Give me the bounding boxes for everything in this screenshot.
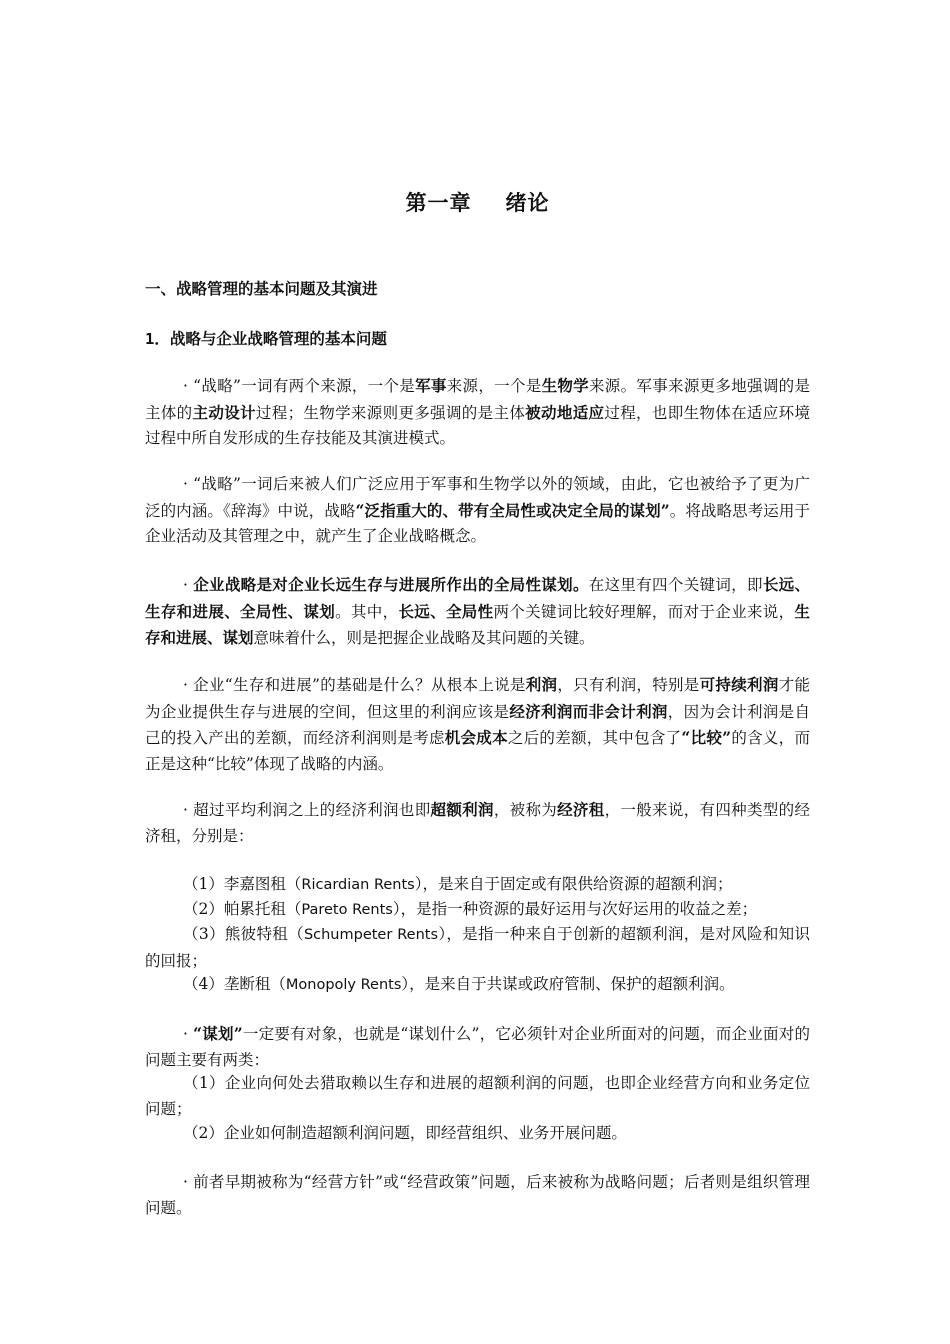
text: 意味着什么，则是把握企业战略及其问题的关键。 bbox=[253, 629, 595, 647]
bold-text: 可持续利润 bbox=[699, 675, 779, 694]
text: 在这里有四个关键词，即 bbox=[588, 576, 763, 594]
text: （3）熊彼特租（ bbox=[183, 925, 304, 943]
list-item-problem-2: （2）企业如何制造超额利润问题，即经营组织、业务开展问题。 bbox=[183, 1124, 627, 1142]
list-item-ricardian bbox=[145, 872, 810, 899]
bold-text: “谋划” bbox=[193, 1024, 243, 1043]
bold-text: 生存和进展、谋划 bbox=[145, 601, 810, 647]
text: 两个关键词比较好理解，而对于企业来说， bbox=[493, 602, 795, 621]
bold-text: 机会成本 bbox=[444, 728, 508, 747]
text: （2）帕累托租（ bbox=[183, 900, 302, 918]
bold-text: 经济租 bbox=[557, 800, 605, 819]
text: 来源。军事来源更多地强调的是主体的 bbox=[145, 377, 810, 422]
text: （4）垄断租（ bbox=[183, 975, 286, 993]
latin-term: Pareto Rents bbox=[301, 902, 393, 918]
bold-text: 主动设计 bbox=[192, 402, 256, 422]
paragraph-strategy-definition bbox=[145, 472, 810, 550]
bold-text: 企业战略是对企业长远生存与进展所作出的全局性谋划。 bbox=[193, 575, 589, 594]
text: ，只有利润，特别是 bbox=[557, 676, 700, 694]
text: · bbox=[183, 576, 194, 594]
bold-text: “比较” bbox=[681, 728, 732, 747]
list-item-monopoly bbox=[145, 972, 810, 999]
bold-text: 军事 bbox=[415, 376, 447, 395]
text: 过程，也即生物体在适应环境过程中所自发形成的生存技能及其演进模式。 bbox=[145, 403, 810, 447]
latin-term: Schumpeter Rents bbox=[303, 927, 439, 943]
list-item-pareto bbox=[145, 897, 810, 924]
paragraph-conclusion: · 前者早期被称为“经营方针”或“经营政策”问题，后来被称为战略问题；后者则是组织管理问题。 bbox=[145, 1173, 810, 1217]
bold-text: 超额利润 bbox=[430, 800, 494, 819]
bold-text: 经济利润而非会计利润 bbox=[509, 701, 668, 721]
bold-text: 长远、全局性 bbox=[398, 601, 494, 621]
latin-term: Ricardian Rents bbox=[301, 877, 415, 893]
text: · “战略”一词后来被人们广泛应用于军事和生物学以外的领域，由此，它也被给予了更为广泛的内涵。《辞海》中说，战略 bbox=[145, 475, 810, 520]
text: 一定要有对象，也就是“谋划什么”，它必须针对企业所面对的问题，而企业面对的问题主要有两类： bbox=[145, 1025, 810, 1069]
list-item-problem-1: （1）企业向何处去猎取赖以生存和进展的超额利润的问题，也即企业经营方向和业务定位问题； bbox=[145, 1074, 810, 1118]
chapter-name: 绪论 bbox=[505, 190, 550, 215]
text: ，一般来说，有四种类型的经济租，分别是： bbox=[145, 801, 810, 845]
text: · bbox=[183, 1025, 194, 1043]
text: · 企业“生存和进展”的基础是什么？从根本上说是 bbox=[183, 676, 526, 694]
text: ，因为会计利润是自己的投入产出的差额，而经济利润则是考虑 bbox=[145, 702, 810, 747]
chapter-number: 第一章 bbox=[405, 190, 472, 215]
bold-text: 被动地适应 bbox=[525, 402, 605, 422]
text: ，被称为 bbox=[493, 801, 558, 819]
text: ），是指一种来自于创新的超额利润，是对风险和知识的回报； bbox=[145, 925, 810, 970]
text: ），是来自于固定或有限供给资源的超额利润； bbox=[414, 875, 733, 893]
text: · “战略”一词有两个来源，一个是 bbox=[183, 377, 416, 395]
list-item-schumpeter bbox=[145, 922, 810, 974]
text: ），是来自于共谋或政府管制、保护的超额利润。 bbox=[401, 975, 735, 993]
paragraph-strategy-origins bbox=[145, 373, 810, 452]
text: 的含义，而正是这种“比较”体现了战略的内涵。 bbox=[145, 729, 810, 773]
text: 。将战略思考运用于企业活动及其管理之中，就产生了企业战略概念。 bbox=[145, 501, 810, 545]
text: · 超过平均利润之上的经济利润也即 bbox=[183, 801, 431, 819]
paragraph-economic-rent bbox=[145, 797, 810, 849]
text: 过程；生物学来源则更多强调的是主体 bbox=[255, 403, 526, 422]
text: （1）李嘉图租（ bbox=[183, 875, 302, 893]
bold-text: “泛指重大的、带有全局性或决定全局的谋划” bbox=[355, 500, 670, 520]
paragraph-planning bbox=[145, 1021, 810, 1073]
text: 。其中， bbox=[335, 602, 399, 621]
subsection-heading bbox=[145, 327, 387, 349]
subsection-number: 1． bbox=[145, 330, 170, 348]
text: 才能为企业提供生存与进展的空间，但这里的利润应该是 bbox=[145, 676, 810, 721]
subsection-title: 战略与企业战略管理的基本问题 bbox=[169, 329, 387, 348]
text: ），是指一种资源的最好运用与次好运用的收益之差； bbox=[392, 900, 758, 918]
chapter-title bbox=[145, 187, 810, 217]
bold-text: 生物学 bbox=[541, 376, 589, 395]
paragraph-profit bbox=[145, 672, 810, 777]
bold-text: 长远、生存和进展、全局性、谋划 bbox=[145, 575, 810, 621]
text: 来源，一个是 bbox=[446, 377, 542, 395]
section-heading: 一、战略管理的基本问题及其演进 bbox=[145, 279, 378, 298]
latin-term: Monopoly Rents bbox=[285, 977, 402, 993]
bold-text: 利润 bbox=[525, 675, 558, 694]
paragraph-corporate-strategy bbox=[145, 572, 810, 652]
text: 之后的差额，其中包含了 bbox=[507, 729, 682, 747]
